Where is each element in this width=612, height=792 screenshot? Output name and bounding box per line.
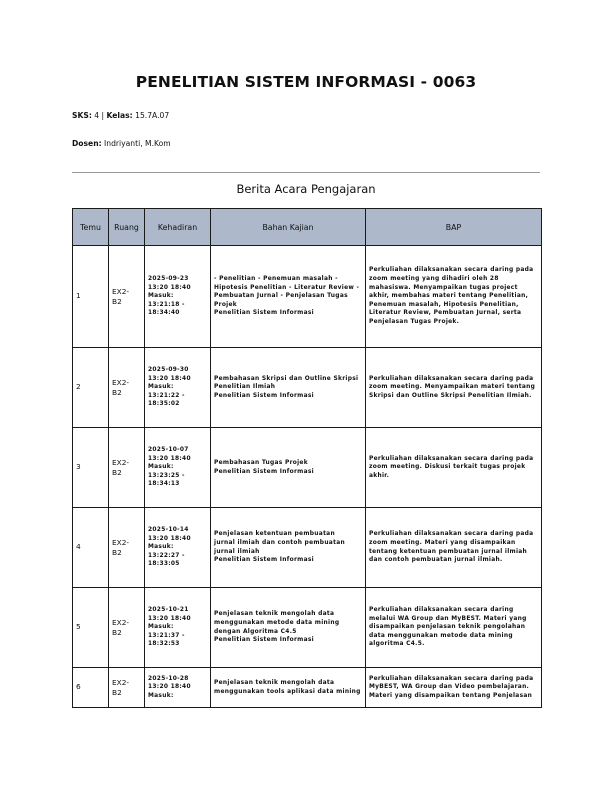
course-meta-line bbox=[72, 111, 169, 120]
cell-bap: Perkuliahan dilaksanakan secara daring pada zoom meeting. Materi yang disampaikan tentang ketentuan pembuatan jurnal ilmiah dan contoh pembuatan jurnal ilmiah. bbox=[366, 508, 542, 588]
header-kehadiran: Kehadiran bbox=[145, 209, 211, 246]
cell-kehadiran: 2025-09-30 13:20 18:40 Masuk: 13:21:22 - 18:35:02 bbox=[145, 348, 211, 428]
cell-bahan-kajian: Penjelasan teknik mengolah data menggunakan tools aplikasi data mining bbox=[211, 668, 366, 708]
cell-kehadiran: 2025-10-21 13:20 18:40 Masuk: 13:21:37 - 18:32:53 bbox=[145, 588, 211, 668]
cell-bahan-kajian: - Penelitian - Penemuan masalah - Hipotesis Penelitian - Literatur Review - Pembuatan Jurnal - Penjelasan Tugas Projek Penelitian Sistem Informasi bbox=[211, 246, 366, 348]
cell-bap: Perkuliahan dilaksanakan secara daring pada zoom meeting. Diskusi terkait tugas projek akhir. bbox=[366, 428, 542, 508]
sks-value: 4 | bbox=[91, 111, 107, 120]
cell-bahan-kajian: Penjelasan teknik mengolah data menggunakan metode data mining dengan Algoritma C4.5 Penelitian Sistem Informasi bbox=[211, 588, 366, 668]
cell-bahan-kajian: Pembahasan Tugas Projek Penelitian Sistem Informasi bbox=[211, 428, 366, 508]
cell-bahan-kajian: Penjelasan ketentuan pembuatan jurnal ilmiah dan contoh pembuatan jurnal ilmiah Penelitian Sistem Informasi bbox=[211, 508, 366, 588]
header-bahan-kajian: Bahan Kajian bbox=[211, 209, 366, 246]
cell-kehadiran: 2025-10-28 13:20 18:40 Masuk: bbox=[145, 668, 211, 708]
table-row bbox=[73, 588, 542, 668]
table-row bbox=[73, 508, 542, 588]
cell-ruang: EX2- B2 bbox=[109, 588, 145, 668]
cell-temu: 5 bbox=[73, 588, 109, 668]
header-bap: BAP bbox=[366, 209, 542, 246]
cell-ruang: EX2- B2 bbox=[109, 246, 145, 348]
table-row bbox=[73, 246, 542, 348]
cell-ruang: EX2- B2 bbox=[109, 428, 145, 508]
cell-bap: Perkuliahan dilaksanakan secara daring melalui WA Group dan MyBEST. Materi yang disampaikan penjelasan teknik pengolahan data menggunakan metode data mining algoritma C4.5. bbox=[366, 588, 542, 668]
dosen-value: Indriyanti, M.Kom bbox=[101, 139, 171, 148]
table-header-row bbox=[73, 209, 542, 246]
cell-temu: 6 bbox=[73, 668, 109, 708]
lecturer-line bbox=[72, 139, 171, 148]
section-title: Berita Acara Pengajaran bbox=[236, 182, 376, 196]
page-title: PENELITIAN SISTEM INFORMASI - 0063 bbox=[135, 73, 477, 91]
cell-bahan-kajian: Pembahasan Skripsi dan Outline Skripsi Penelitian Ilmiah Penelitian Sistem Informasi bbox=[211, 348, 366, 428]
cell-ruang: EX2- B2 bbox=[109, 668, 145, 708]
cell-ruang: EX2- B2 bbox=[109, 348, 145, 428]
cell-kehadiran: 2025-10-14 13:20 18:40 Masuk: 13:22:27 - 18:33:05 bbox=[145, 508, 211, 588]
kelas-label: Kelas: bbox=[106, 111, 133, 120]
cell-bap: Perkuliahan dilaksanakan secara daring pada zoom meeting yang dihadiri oleh 28 mahasiswa. Menyampaikan tugas project akhir, membahas materi tentang Penelitian, Penemuan masalah, Hipotesis Penelitian, Literatur Review, Pembuatan Jurnal, serta Penjelasan Tugas Projek. bbox=[366, 246, 542, 348]
kelas-value: 15.7A.07 bbox=[132, 111, 170, 120]
cell-temu: 2 bbox=[73, 348, 109, 428]
divider bbox=[72, 172, 540, 173]
cell-bap: Perkuliahan dilaksanakan secara daring pada MyBEST, WA Group dan Video pembelajaran. Materi yang disampaikan tentang Penjelasan bbox=[366, 668, 542, 708]
table-row bbox=[73, 348, 542, 428]
cell-bap: Perkuliahan dilaksanakan secara daring pada zoom meeting. Menyampaikan materi tentang Skripsi dan Outline Skripsi Penelitian Ilmiah. bbox=[366, 348, 542, 428]
cell-kehadiran: 2025-10-07 13:20 18:40 Masuk: 13:23:25 - 18:34:13 bbox=[145, 428, 211, 508]
cell-kehadiran: 2025-09-23 13:20 18:40 Masuk: 13:21:18 - 18:34:40 bbox=[145, 246, 211, 348]
cell-temu: 3 bbox=[73, 428, 109, 508]
cell-temu: 1 bbox=[73, 246, 109, 348]
header-ruang: Ruang bbox=[109, 209, 145, 246]
table-row bbox=[73, 668, 542, 708]
dosen-label: Dosen: bbox=[72, 139, 102, 148]
cell-temu: 4 bbox=[73, 508, 109, 588]
cell-ruang: EX2- B2 bbox=[109, 508, 145, 588]
header-temu: Temu bbox=[73, 209, 109, 246]
sks-label: SKS: bbox=[72, 111, 92, 120]
table-row bbox=[73, 428, 542, 508]
teaching-record-table bbox=[72, 208, 542, 708]
